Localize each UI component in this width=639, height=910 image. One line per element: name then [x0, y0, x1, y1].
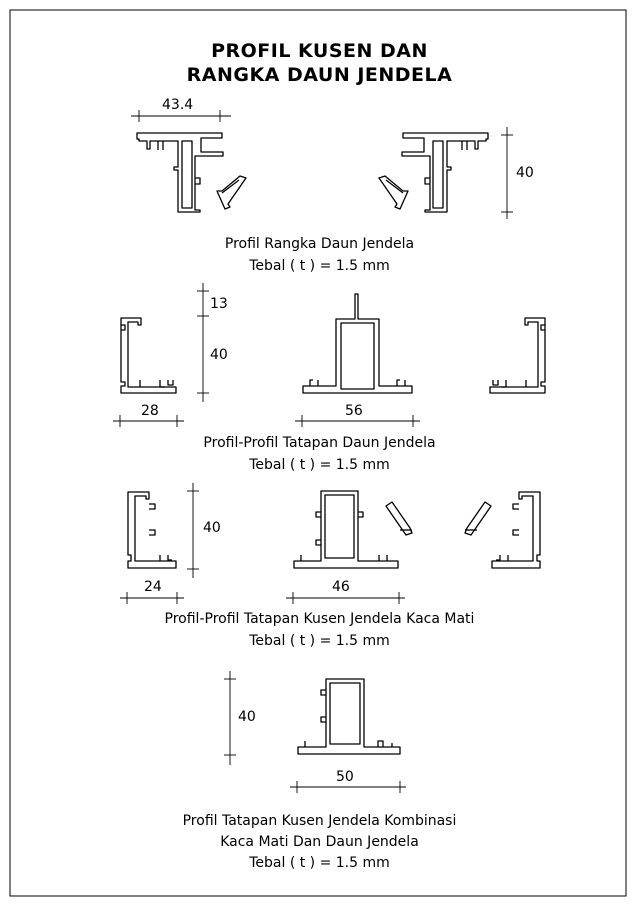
page-border [10, 10, 626, 896]
profile-sash-frame-left [137, 133, 223, 212]
profile-angle-bead-left [386, 502, 412, 535]
caption-section-1: Profil Rangka Daun Jendela [224, 236, 415, 252]
thickness-section-4: Tebal ( t ) = 1.5 mm [249, 855, 390, 871]
dimension-line-40-s4 [224, 671, 236, 765]
profile-t-56 [303, 294, 412, 393]
thickness-section-2: Tebal ( t ) = 1.5 mm [249, 457, 390, 473]
dimension-line-40-s3 [187, 483, 199, 578]
dim-50: 50 [336, 769, 354, 785]
profile-combination-50 [298, 679, 400, 754]
dim-13: 13 [210, 296, 228, 312]
dim-40-s3: 40 [203, 520, 221, 536]
dim-40-s2: 40 [210, 347, 228, 363]
title-line-2: RANGKA DAUN JENDELA [186, 64, 453, 86]
dim-43-4: 43.4 [162, 97, 194, 113]
profile-bead-right-s2 [490, 318, 545, 393]
profile-bead-left [217, 176, 246, 209]
thickness-section-1: Tebal ( t ) = 1.5 mm [249, 258, 390, 274]
thickness-section-3: Tebal ( t ) = 1.5 mm [249, 633, 390, 649]
section-3-drawings [120, 483, 540, 604]
section-1-drawings [131, 97, 534, 219]
caption-section-4-line-2: Kaca Mati Dan Daun Jendela [220, 834, 419, 850]
dim-46: 46 [332, 579, 350, 595]
profile-sash-frame-right [402, 133, 488, 212]
dim-56: 56 [345, 403, 363, 419]
profile-angle-bead-right [465, 502, 491, 535]
dim-40-s1: 40 [516, 165, 534, 181]
profile-right-s3 [492, 492, 540, 568]
title-line-1: PROFIL KUSEN DAN [211, 40, 428, 62]
caption-section-2: Profil-Profil Tatapan Daun Jendela [203, 435, 436, 451]
caption-section-4-line-1: Profil Tatapan Kusen Jendela Kombinasi [182, 813, 457, 829]
caption-section-3: Profil-Profil Tatapan Kusen Jendela Kaca Mati [164, 611, 475, 627]
dim-24: 24 [144, 579, 162, 595]
profile-24 [128, 492, 176, 568]
dimension-line-40-s1 [501, 127, 513, 219]
profile-bead-right [379, 176, 408, 209]
dim-40-s4: 40 [238, 709, 256, 725]
profile-box-46 [294, 491, 398, 568]
section-2-drawings [113, 283, 545, 427]
dimension-line-13-40 [197, 283, 209, 402]
profile-bead-28 [121, 318, 176, 393]
dim-28: 28 [141, 403, 159, 419]
section-4-drawings [224, 671, 406, 793]
